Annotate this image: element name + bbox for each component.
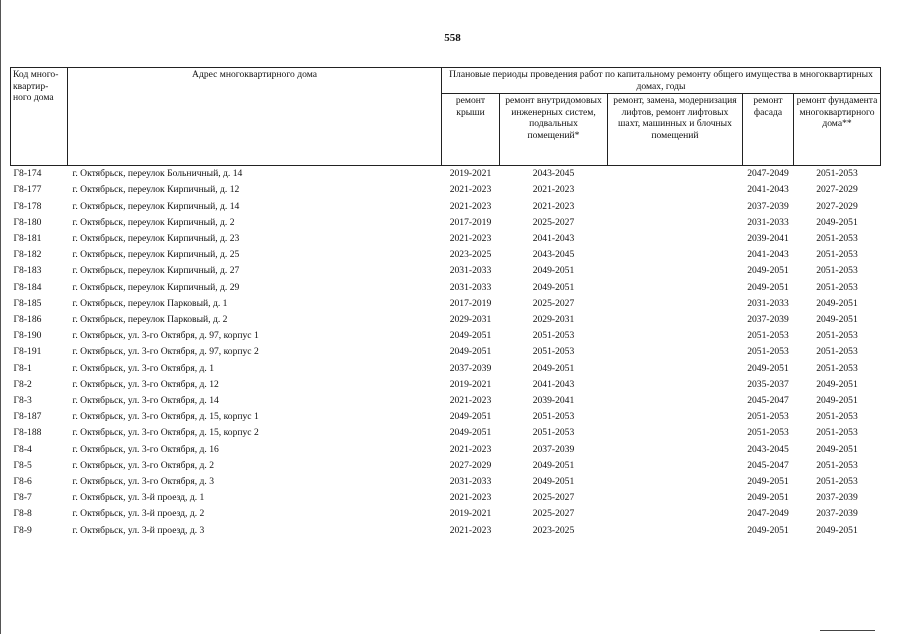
roof-period-cell: 2037-2039 [449,362,492,374]
elevator-period-cell [608,474,743,490]
header-address: Адрес многоквартирного дома [68,68,442,166]
elevator-period-cell [608,506,743,522]
address-cell: г. Октябрьск, переулок Кирпичный, д. 25 [72,249,240,261]
roof-period-cell: 2023-2025 [449,249,492,261]
table-row [11,166,881,183]
header-house-code: Код много-квартир-ного дома [11,68,68,166]
address-cell: г. Октябрьск, ул. 3-го Октября, д. 3 [72,476,215,488]
house-code-cell: Г8-7 [13,492,32,504]
table-row [11,442,881,458]
house-code-cell: Г8-178 [13,200,42,212]
facade-period-cell: 2035-2037 [747,378,789,390]
capital-repair-table [10,67,881,539]
address-cell: г. Октябрьск, переулок Парковый, д. 2 [72,314,228,326]
address-cell: г. Октябрьск, переулок Кирпичный, д. 14 [72,200,240,212]
house-code-cell: Г8-184 [13,281,42,293]
address-cell: г. Октябрьск, ул. 3-го Октября, д. 16 [72,443,219,455]
roof-period-cell: 2019-2021 [449,508,492,520]
foundation-period-cell: 2049-2051 [816,395,858,407]
address-cell: г. Октябрьск, ул. 3-й проезд, д. 2 [72,508,205,520]
foundation-period-cell: 2037-2039 [816,492,858,504]
elevator-period-cell [608,442,743,458]
roof-period-cell: 2021-2023 [449,184,492,196]
elevator-period-cell [608,393,743,409]
facade-period-cell: 2031-2033 [747,297,789,309]
foundation-period-cell: 2051-2053 [816,265,858,277]
elevator-period-cell [608,182,743,198]
address-cell: г. Октябрьск, переулок Парковый, д. 1 [72,297,228,309]
house-code-cell: Г8-3 [13,395,32,407]
elevator-period-cell [608,361,743,377]
header-engineering-repair: ремонт внутридомовых инженерных систем, подвальных помещений* [500,94,608,166]
house-code-cell: Г8-8 [13,508,32,520]
roof-period-cell: 2027-2029 [449,459,492,471]
facade-period-cell: 2051-2053 [747,330,789,342]
address-cell: г. Октябрьск, переулок Кирпичный, д. 27 [72,265,240,277]
engineering-period-cell: 2037-2039 [532,443,575,455]
table-body [11,166,881,539]
elevator-period-cell [608,409,743,425]
house-code-cell: Г8-185 [13,297,42,309]
roof-period-cell: 2049-2051 [449,346,492,358]
engineering-period-cell: 2051-2053 [532,346,575,358]
engineering-period-cell: 2051-2053 [532,427,575,439]
foundation-period-cell: 2051-2053 [816,249,858,261]
table-row [11,506,881,522]
engineering-period-cell: 2029-2031 [532,314,575,326]
roof-period-cell: 2021-2023 [449,443,492,455]
elevator-period-cell [608,523,743,539]
roof-period-cell: 2031-2033 [449,281,492,293]
roof-period-cell: 2021-2023 [449,524,492,536]
elevator-period-cell [608,263,743,279]
address-cell: г. Октябрьск, ул. 3-го Октября, д. 1 [72,362,215,374]
address-cell: г. Октябрьск, ул. 3-го Октября, д. 15, корпус 2 [72,427,259,439]
table-row [11,215,881,231]
table-row [11,344,881,360]
elevator-period-cell [608,377,743,393]
house-code-cell: Г8-182 [13,249,42,261]
table-row [11,296,881,312]
house-code-cell: Г8-191 [13,346,42,358]
facade-period-cell: 2041-2043 [747,249,789,261]
foundation-period-cell: 2049-2051 [816,524,858,536]
table-row [11,377,881,393]
address-cell: г. Октябрьск, ул. 3-го Октября, д. 15, корпус 1 [72,411,259,423]
table-row [11,458,881,474]
house-code-cell: Г8-190 [13,330,42,342]
table-row [11,312,881,328]
table-row [11,490,881,506]
elevator-period-cell [608,247,743,263]
header-elevator-repair: ремонт, замена, модернизация лифтов, ремонт лифтовых шахт, машинных и блочных помещений [608,94,743,166]
table-row [11,231,881,247]
facade-period-cell: 2043-2045 [747,443,789,455]
engineering-period-cell: 2051-2053 [532,411,575,423]
table-row [11,523,881,539]
engineering-period-cell: 2049-2051 [532,265,575,277]
address-cell: г. Октябрьск, переулок Кирпичный, д. 12 [72,184,240,196]
address-cell: г. Октябрьск, ул. 3-го Октября, д. 14 [72,395,219,407]
roof-period-cell: 2049-2051 [449,330,492,342]
elevator-period-cell [608,280,743,296]
foundation-period-cell: 2037-2039 [816,508,858,520]
header-facade-repair: ремонт фасада [743,94,794,166]
address-cell: г. Октябрьск, переулок Больничный, д. 14 [72,168,243,180]
foundation-period-cell: 2051-2053 [816,476,858,488]
roof-period-cell: 2021-2023 [449,233,492,244]
roof-period-cell: 2017-2019 [449,216,492,228]
roof-period-cell: 2021-2023 [449,492,492,504]
address-cell: г. Октябрьск, ул. 3-го Октября, д. 2 [72,459,215,471]
facade-period-cell: 2049-2051 [747,281,789,293]
engineering-period-cell: 2021-2023 [532,200,575,212]
facade-period-cell: 2037-2039 [747,314,789,326]
house-code-cell: Г8-177 [13,184,42,196]
foundation-period-cell: 2051-2053 [816,411,858,423]
elevator-period-cell [608,231,743,247]
engineering-period-cell: 2043-2045 [532,168,575,180]
roof-period-cell: 2019-2021 [449,378,492,390]
elevator-period-cell [608,425,743,441]
engineering-period-cell: 2051-2053 [532,330,575,342]
engineering-period-cell: 2049-2051 [532,362,575,374]
engineering-period-cell: 2043-2045 [532,249,575,261]
roof-period-cell: 2019-2021 [449,168,492,180]
house-code-cell: Г8-188 [13,427,42,439]
table-header [11,68,881,166]
facade-period-cell: 2047-2049 [747,508,789,520]
foundation-period-cell: 2051-2053 [816,233,858,244]
engineering-period-cell: 2041-2043 [532,378,575,390]
foundation-period-cell: 2049-2051 [816,443,858,455]
engineering-period-cell: 2049-2051 [532,459,575,471]
address-cell: г. Октябрьск, ул. 3-го Октября, д. 97, корпус 1 [72,330,259,342]
foundation-period-cell: 2049-2051 [816,216,858,228]
page-bottom-mark [820,630,875,631]
facade-period-cell: 2049-2051 [747,476,789,488]
header-foundation-repair: ремонт фундамента многоквартирного дома** [794,94,881,166]
elevator-period-cell [608,166,743,183]
engineering-period-cell: 2025-2027 [532,297,575,309]
table-row [11,182,881,198]
facade-period-cell: 2041-2043 [747,184,789,196]
foundation-period-cell: 2051-2053 [816,330,858,342]
engineering-period-cell: 2025-2027 [532,492,575,504]
page-number: 558 [444,32,461,44]
engineering-period-cell: 2023-2025 [532,524,575,536]
facade-period-cell: 2049-2051 [747,524,789,536]
engineering-period-cell: 2021-2023 [532,184,575,196]
roof-period-cell: 2031-2033 [449,476,492,488]
table-row [11,280,881,296]
facade-period-cell: 2051-2053 [747,346,789,358]
table-row [11,328,881,344]
table-row [11,425,881,441]
elevator-period-cell [608,215,743,231]
house-code-cell: Г8-2 [13,378,32,390]
roof-period-cell: 2049-2051 [449,427,492,439]
house-code-cell: Г8-186 [13,314,42,326]
elevator-period-cell [608,328,743,344]
facade-period-cell: 2045-2047 [747,395,789,407]
foundation-period-cell: 2051-2053 [816,168,858,180]
foundation-period-cell: 2027-2029 [816,184,858,196]
roof-period-cell: 2021-2023 [449,200,492,212]
house-code-cell: Г8-174 [13,168,42,180]
foundation-period-cell: 2051-2053 [816,427,858,439]
table-row [11,393,881,409]
table-row [11,263,881,279]
table-row [11,361,881,377]
foundation-period-cell: 2049-2051 [816,378,858,390]
roof-period-cell: 2049-2051 [449,411,492,423]
facade-period-cell: 2051-2053 [747,427,789,439]
engineering-period-cell: 2049-2051 [532,476,575,488]
foundation-period-cell: 2051-2053 [816,346,858,358]
page-edge-line [0,0,1,634]
foundation-period-cell: 2051-2053 [816,281,858,293]
foundation-period-cell: 2051-2053 [816,459,858,471]
elevator-period-cell [608,490,743,506]
table-row [11,409,881,425]
engineering-period-cell: 2041-2043 [532,233,575,244]
facade-period-cell: 2031-2033 [747,216,789,228]
engineering-period-cell: 2039-2041 [532,395,575,407]
foundation-period-cell: 2051-2053 [816,362,858,374]
address-cell: г. Октябрьск, переулок Кирпичный, д. 2 [72,216,235,228]
facade-period-cell: 2049-2051 [747,265,789,277]
address-cell: г. Октябрьск, ул. 3-го Октября, д. 12 [72,378,219,390]
table-row [11,247,881,263]
address-cell: г. Октябрьск, ул. 3-й проезд, д. 3 [72,524,205,536]
engineering-period-cell: 2025-2027 [532,508,575,520]
foundation-period-cell: 2049-2051 [816,297,858,309]
roof-period-cell: 2029-2031 [449,314,492,326]
header-planned-periods: Плановые периоды проведения работ по капитальному ремонту общего имущества в многоквартирных домах, годы [442,68,881,94]
foundation-period-cell: 2049-2051 [816,314,858,326]
facade-period-cell: 2037-2039 [747,200,789,212]
elevator-period-cell [608,458,743,474]
roof-period-cell: 2021-2023 [449,395,492,407]
elevator-period-cell [608,199,743,215]
house-code-cell: Г8-181 [13,233,42,244]
facade-period-cell: 2047-2049 [747,168,789,180]
foundation-period-cell: 2027-2029 [816,200,858,212]
elevator-period-cell [608,344,743,360]
facade-period-cell: 2049-2051 [747,492,789,504]
house-code-cell: Г8-183 [13,265,42,277]
facade-period-cell: 2049-2051 [747,362,789,374]
house-code-cell: Г8-1 [13,362,32,374]
address-cell: г. Октябрьск, ул. 3-й проезд, д. 1 [72,492,205,504]
house-code-cell: Г8-187 [13,411,42,423]
house-code-cell: Г8-6 [13,476,32,488]
address-cell: г. Октябрьск, переулок Кирпичный, д. 23 [72,233,240,244]
house-code-cell: Г8-4 [13,443,32,455]
facade-period-cell: 2051-2053 [747,411,789,423]
table-row [11,199,881,215]
elevator-period-cell [608,296,743,312]
engineering-period-cell: 2049-2051 [532,281,575,293]
header-roof-repair: ремонт крыши [442,94,500,166]
table-row [11,474,881,490]
address-cell: г. Октябрьск, ул. 3-го Октября, д. 97, корпус 2 [72,346,259,358]
address-cell: г. Октябрьск, переулок Кирпичный, д. 29 [72,281,240,293]
facade-period-cell: 2039-2041 [747,233,789,244]
elevator-period-cell [608,312,743,328]
house-code-cell: Г8-5 [13,459,32,471]
roof-period-cell: 2017-2019 [449,297,492,309]
house-code-cell: Г8-180 [13,216,42,228]
facade-period-cell: 2045-2047 [747,459,789,471]
roof-period-cell: 2031-2033 [449,265,492,277]
house-code-cell: Г8-9 [13,524,32,536]
engineering-period-cell: 2025-2027 [532,216,575,228]
